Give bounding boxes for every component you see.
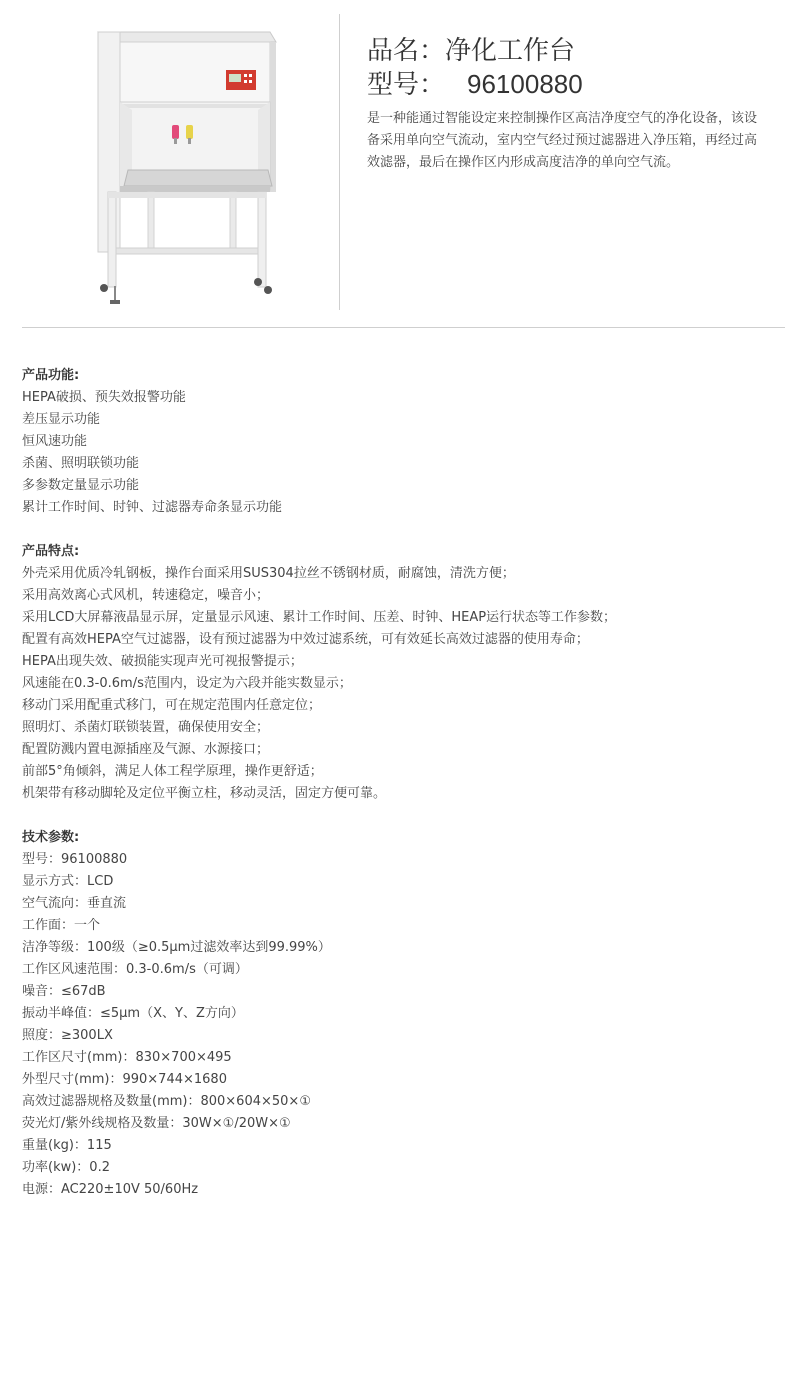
detail-line: 工作面：一个 <box>22 918 101 933</box>
detail-line: 移动门采用配重式移门，可在规定范围内任意定位； <box>22 698 322 713</box>
detail-line: 多参数定量显示功能 <box>22 478 140 493</box>
product-name-line <box>367 30 575 67</box>
model-line <box>367 64 583 101</box>
detail-line: 外型尺寸(mm)：990×744×1680 <box>22 1072 227 1087</box>
detail-line: 工作区风速范围：0.3-0.6m/s（可调） <box>22 962 248 977</box>
detail-line: 外壳采用优质冷轧钢板，操作台面采用SUS304拉丝不锈钢材质，耐腐蚀，清洗方便； <box>22 566 515 581</box>
product-header <box>0 0 800 330</box>
model-number: 96100880 <box>467 69 583 99</box>
detail-line: 荧光灯/紫外线规格及数量：30W×①/20W×① <box>22 1116 291 1131</box>
detail-line: 前部5°角倾斜，满足人体工程学原理，操作更舒适； <box>22 764 323 779</box>
product-name: 净化工作台 <box>445 36 576 66</box>
detail-line: 功率(kw)：0.2 <box>22 1160 110 1175</box>
detail-line: 显示方式：LCD <box>22 874 114 889</box>
detail-line: 噪音：≤67dB <box>22 984 106 999</box>
detail-line: 工作区尺寸(mm)：830×700×495 <box>22 1050 232 1065</box>
product-details <box>22 365 782 1223</box>
detail-line: 风速能在0.3-0.6m/s范围内，设定为六段并能实数显示； <box>22 676 352 691</box>
detail-line: 恒风速功能 <box>22 434 88 449</box>
detail-line: HEPA破损、预失效报警功能 <box>22 390 186 405</box>
detail-line: 振动半峰值：≤5μm（X、Y、Z方向） <box>22 1006 244 1021</box>
detail-line: 空气流向：垂直流 <box>22 896 127 911</box>
detail-line: 杀菌、照明联锁功能 <box>22 456 140 471</box>
detail-line: 配置有高效HEPA空气过滤器，设有预过滤器为中效过滤系统，可有效延长高效过滤器的使用寿命； <box>22 632 589 647</box>
detail-line: 采用LCD大屏幕液晶显示屏，定量显示风速、累计工作时间、压差、时钟、HEAP运行状态等工作参数； <box>22 610 617 625</box>
detail-line: 电源：AC220±10V 50/60Hz <box>22 1182 199 1197</box>
detail-line: 配置防溅内置电源插座及气源、水源接口； <box>22 742 270 757</box>
detail-line: 差压显示功能 <box>22 412 101 427</box>
detail-line: HEPA出现失效、破损能实现声光可视报警提示； <box>22 654 303 669</box>
detail-line: 机架带有移动脚轮及定位平衡立柱，移动灵活，固定方便可靠。 <box>22 786 387 801</box>
vertical-divider <box>339 14 340 310</box>
detail-section <box>22 365 782 519</box>
detail-line: 重量(kg)：115 <box>22 1138 112 1153</box>
horizontal-divider <box>22 327 785 328</box>
detail-line: 洁净等级：100级（≥0.5μm过滤效率达到99.99%） <box>22 940 331 955</box>
detail-line: 照明灯、杀菌灯联锁装置，确保使用安全； <box>22 720 270 735</box>
detail-line: 型号：96100880 <box>22 852 128 867</box>
product-description: 是一种能通过智能设定来控制操作区高洁净度空气的净化设备，该设备采用单向空气流动，室内空气经过预过滤器进入净压箱，再经过高效滤器，最后在操作区内形成高度洁净的单向空气流。 <box>367 111 758 170</box>
detail-line: 高效过滤器规格及数量(mm)：800×604×50×① <box>22 1094 311 1109</box>
detail-line: 累计工作时间、时钟、过滤器寿命条显示功能 <box>22 500 283 515</box>
detail-section <box>22 541 782 805</box>
detail-section <box>22 827 782 1201</box>
detail-line: 照度：≥300LX <box>22 1028 113 1043</box>
name-label: 品名： <box>367 36 446 66</box>
model-label: 型号： <box>367 70 446 100</box>
clean-bench-image <box>88 20 278 310</box>
detail-line: 采用高效离心式风机，转速稳定，噪音小； <box>22 588 270 603</box>
section-title: 产品功能: <box>22 368 80 383</box>
section-title: 产品特点: <box>22 544 80 559</box>
section-title: 技术参数: <box>22 830 80 845</box>
